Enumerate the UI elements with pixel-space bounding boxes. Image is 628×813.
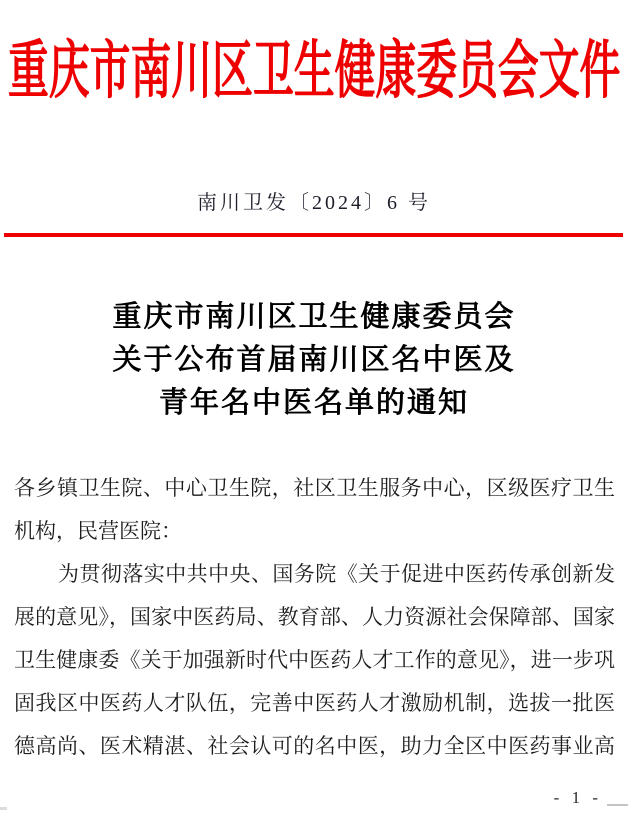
agency-banner-title: 重庆市南川区卫生健康委员会文件 [8,36,621,106]
body-line-7: 德高尚、医术精湛、社会认可的名中医，助力全区中医药事业高 [14,734,615,758]
body-line-5: 卫生健康委《关于加强新时代中医药人才工作的意见》，进一步巩 [14,648,615,672]
page-number: - 1 - [553,788,602,807]
scan-artifact-bottom-right [607,804,628,806]
body-line-4: 展的意见》，国家中医药局、教育部、人力资源社会保障部、国家 [14,605,615,629]
document-number: 南川卫发〔2024〕6 号 [197,192,431,214]
document-title-line-2: 关于公布首届南川区名中医及 [112,344,516,376]
document-header-banner [8,36,620,110]
red-divider-line [4,233,623,237]
scan-artifact-bottom-left [0,807,7,810]
document-title-line-1: 重庆市南川区卫生健康委员会 [112,301,516,333]
document-body [14,467,615,768]
body-line-2: 机构，民营医院： [14,519,182,543]
body-line-1: 各乡镇卫生院、中心卫生院，社区卫生服务中心，区级医疗卫生 [14,476,615,500]
body-line-3: 为贯彻落实中共中央、国务院《关于促进中医药传承创新发 [58,562,615,586]
document-title-line-3: 青年名中医名单的通知 [158,387,469,419]
body-line-6: 固我区中医药人才队伍，完善中医药人才激励机制，选拔一批医 [14,691,615,715]
document-title [0,296,628,425]
